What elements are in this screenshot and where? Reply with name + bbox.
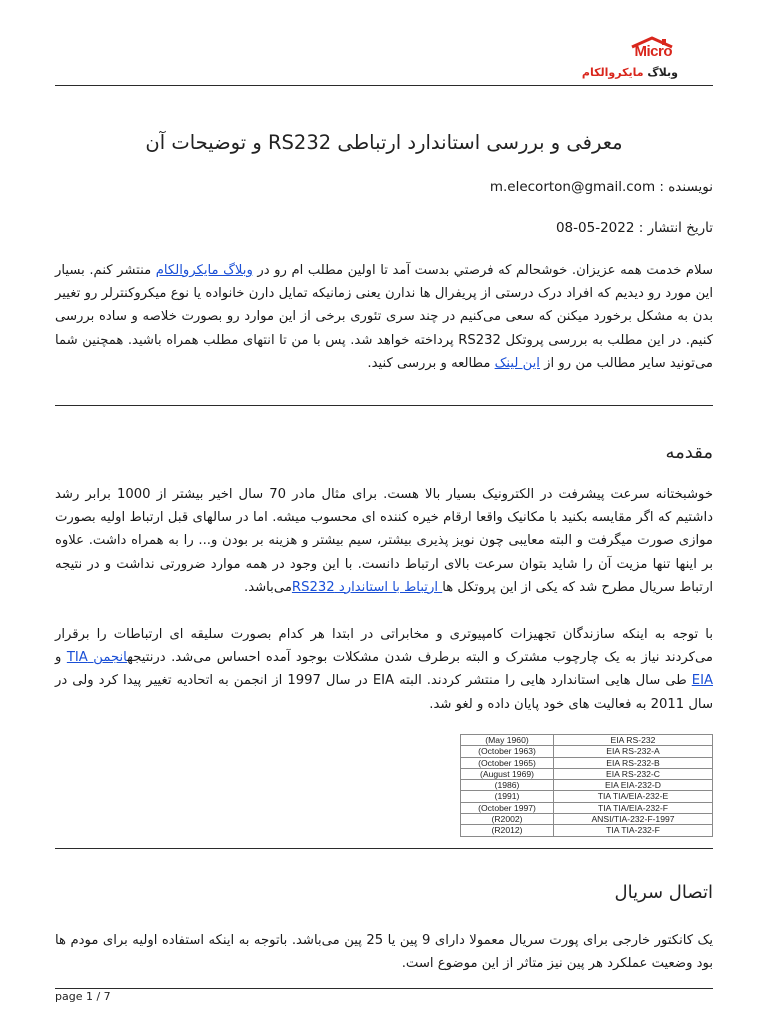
- table-cell-date: (October 1965): [461, 757, 554, 768]
- site-logo[interactable]: [581, 36, 678, 82]
- logo-subtitle-word1: وبلاگ: [647, 66, 678, 79]
- table-cell-standard: TIA TIA/EIA-232-E: [554, 791, 713, 802]
- table-cell-standard: EIA RS-232: [554, 735, 713, 746]
- footer-divider: [55, 988, 713, 989]
- intro-text-3: مطالعه و بررسی کنید.: [367, 355, 495, 371]
- header-divider: [55, 85, 713, 86]
- author-line: نویسنده : m.elecorton@gmail.com: [489, 179, 713, 195]
- table-cell-standard: EIA EIA-232-D: [554, 780, 713, 791]
- table-divider: [55, 848, 713, 849]
- table-row: [461, 780, 713, 791]
- standards-table: [460, 734, 713, 837]
- table-row: [461, 757, 713, 768]
- section1-text-2: می‌باشد.: [244, 579, 292, 595]
- section1-text-1: خوشبختانه سرعت پیشرفت در الکترونیک بسیار بالا هست. برای مثال مادر 70 سال اخیر بیشتر از 1000 برابر رشد داشتیم که اگر مقایسه بکنید با مکانیک واقعا ارقام خیره کننده ای محسوب میشه. اما در سالهای قبل ارتباط اولیه بصورت موازی صورت میگرفت و البته معایبی چون نویز پذیری بیشتر، سیم بیشتر و هزینه بر بودن و... را به همراه داشت. علاوه بر اینها تنها مزیت آن را شاید بتوان سرعت بالای ارتباط دانست. با این وجود در همه موارد ضرورتی نداشت و در نتیجه ارتباط سریال مطرح شد که یکی از این پروتکل ها: [55, 487, 713, 595]
- table-cell-standard: TIA TIA-232-F: [554, 825, 713, 836]
- table-cell-date: (R2012): [461, 825, 554, 836]
- section2-text-3: طی سال هایی استاندارد هایی را منتشر کردند. البته EIA در سال 1997 از انجمن به اتحادیه تغییر پیدا کرد ولی در سال 2011 به فعالیت های خود پایان داده و لغو شد.: [55, 673, 713, 712]
- table-row: [461, 768, 713, 779]
- eia-link[interactable]: EIA: [691, 673, 713, 689]
- article-title: معرفی و بررسی استاندارد ارتباطی RS232 و توضیحات آن: [145, 131, 623, 154]
- author-posts-link[interactable]: این لینک: [494, 355, 540, 371]
- table-cell-date: (1986): [461, 780, 554, 791]
- intro-divider: [55, 405, 713, 406]
- intro-section-paragraph-2: [55, 623, 713, 716]
- table-cell-standard: TIA TIA/EIA-232-F: [554, 802, 713, 813]
- table-row: [461, 791, 713, 802]
- table-cell-standard: ANSI/TIA-232-F-1997: [554, 814, 713, 825]
- table-cell-date: (May 1960): [461, 735, 554, 746]
- blog-link[interactable]: وبلاگ مایکروالکام: [155, 263, 253, 278]
- section-heading-serial: اتصال سریال: [614, 882, 713, 903]
- table-cell-standard: EIA RS-232-B: [554, 757, 713, 768]
- table-cell-date: (October 1997): [461, 802, 554, 813]
- page-number: page 1 / 7: [55, 990, 111, 1003]
- intro-text-1: سلام خدمت همه عزیزان. خوشحالم که فرصتي بدست آمد تا اولین مطلب ام رو در: [252, 263, 713, 278]
- table-row: [461, 735, 713, 746]
- table-cell-standard: EIA RS-232-C: [554, 768, 713, 779]
- table-cell-date: (August 1969): [461, 768, 554, 779]
- table-row: [461, 802, 713, 813]
- table-row: [461, 746, 713, 757]
- section2-text-1: با توجه به اینکه سازندگان تجهیزات کامپیوتری و مخابراتی در ابتدا هر کدام بصورت سلیقه ای ارتباطات را برقرار می‌کردند نیاز به یک چارچوب مشترک و البته برطرف شدن مشکلات بوجود آمده احساس می‌شد. درنتیجه: [55, 627, 713, 666]
- serial-section-paragraph: یک کانکتور خارجی برای پورت سریال معمولا دارای 9 پین یا 25 پین می‌باشد. باتوجه به اینکه استفاده اولیه برای مودم ها بود وضعیت عملکرد هر پین نیز متاثر از این موضوع است.: [55, 933, 714, 972]
- table-cell-date: (R2002): [461, 814, 554, 825]
- table-cell-date: (1991): [461, 791, 554, 802]
- logo-subtitle: [582, 66, 678, 80]
- table-cell-standard: EIA RS-232-A: [554, 746, 713, 757]
- publish-date: تاریخ انتشار : 2022-05-08: [555, 220, 713, 236]
- logo-subtitle-word2: مایکروالکام: [581, 66, 644, 79]
- logo-text: Micro: [634, 43, 672, 60]
- table-cell-date: (October 1963): [461, 746, 554, 757]
- section-heading-intro: مقدمه: [665, 442, 713, 463]
- intro-section-paragraph-1: [55, 483, 713, 599]
- rs232-link[interactable]: ارتباط با استاندارد RS232: [291, 579, 443, 595]
- intro-paragraph: [55, 259, 713, 375]
- tia-link[interactable]: انجمن TIA: [66, 650, 128, 666]
- intro-text-2: منتشر کنم. بسیار این مورد رو دیدیم که افراد درک درستی از پریفرال ها ندارن یعنی زمانیکه تمایل دارن خانواده یا نوع میکروکنترلر رو تغییر بدن به مشکل برخورد میکنن که سعی می‌کنیم در چند سری تئوری برخی از این موارد رو بصورت خلاصه و ساده بررسی کنیم. در این مطلب به بررسی پروتکل RS232 پرداخته خواهد شد. پس با من تا انتهای مطلب همراه باشید. همچنین شما می‌تونید سایر مطالب من رو از: [55, 263, 714, 371]
- table-row: [461, 825, 713, 836]
- table-row: [461, 814, 713, 825]
- section2-text-2: و: [55, 650, 67, 666]
